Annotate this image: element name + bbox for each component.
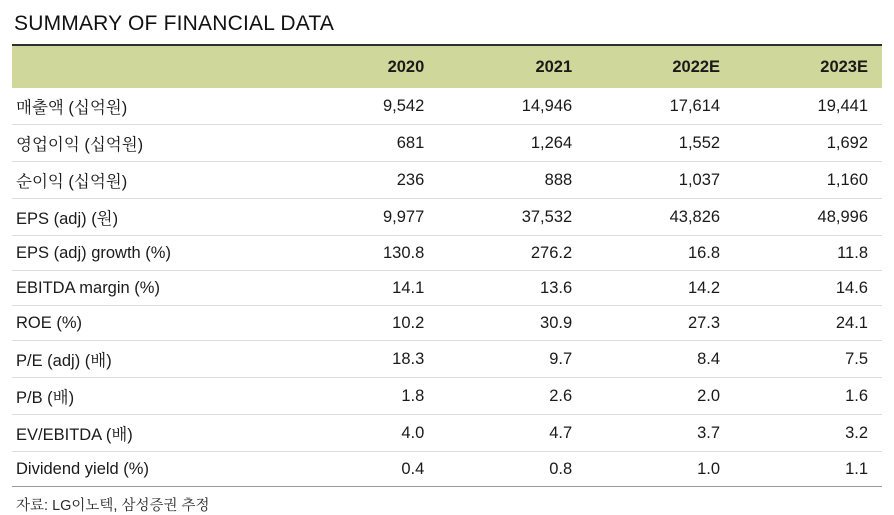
cell-value: 4.0 [290,415,438,452]
cell-value: 16.8 [586,236,734,271]
cell-value: 18.3 [290,341,438,378]
cell-value: 11.8 [734,236,882,271]
cell-value: 19,441 [734,88,882,125]
cell-value: 27.3 [586,306,734,341]
row-label: EPS (adj) (원) [12,199,290,236]
row-label: EBITDA margin (%) [12,271,290,306]
row-label: P/E (adj) (배) [12,341,290,378]
table-row [12,125,882,162]
row-label: EPS (adj) growth (%) [12,236,290,271]
table-row [12,162,882,199]
column-header-2023e: 2023E [734,46,882,88]
table-row [12,236,882,271]
table-row [12,88,882,125]
cell-value: 48,996 [734,199,882,236]
table-row [12,199,882,236]
cell-value: 1.8 [290,378,438,415]
cell-value: 4.7 [438,415,586,452]
column-header-2021: 2021 [438,46,586,88]
cell-value: 1.6 [734,378,882,415]
cell-value: 888 [438,162,586,199]
cell-value: 8.4 [586,341,734,378]
cell-value: 9.7 [438,341,586,378]
cell-value: 1,037 [586,162,734,199]
cell-value: 14.6 [734,271,882,306]
page-title: SUMMARY OF FINANCIAL DATA [14,12,335,35]
table-row [12,341,882,378]
cell-value: 1,552 [586,125,734,162]
cell-value: 9,542 [290,88,438,125]
cell-value: 24.1 [734,306,882,341]
table-row [12,378,882,415]
source-note: 자료: LG이노텍, 삼성증권 추정 [16,498,210,515]
cell-value: 9,977 [290,199,438,236]
cell-value: 1.1 [734,452,882,487]
cell-value: 3.2 [734,415,882,452]
table-header [12,46,882,88]
column-header-label [12,46,290,88]
cell-value: 1,160 [734,162,882,199]
cell-value: 30.9 [438,306,586,341]
row-label: 영업이익 (십억원) [12,125,290,162]
row-label: 순이익 (십억원) [12,162,290,199]
cell-value: 130.8 [290,236,438,271]
table-header-row [12,46,882,88]
financial-summary-table [12,46,882,487]
column-header-2020: 2020 [290,46,438,88]
cell-value: 13.6 [438,271,586,306]
cell-value: 1,692 [734,125,882,162]
cell-value: 10.2 [290,306,438,341]
cell-value: 236 [290,162,438,199]
column-header-2022e: 2022E [586,46,734,88]
cell-value: 276.2 [438,236,586,271]
cell-value: 2.6 [438,378,586,415]
cell-value: 43,826 [586,199,734,236]
cell-value: 14,946 [438,88,586,125]
cell-value: 3.7 [586,415,734,452]
row-label: Dividend yield (%) [12,452,290,487]
cell-value: 37,532 [438,199,586,236]
table-row [12,452,882,487]
row-label: 매출액 (십억원) [12,88,290,125]
cell-value: 14.2 [586,271,734,306]
cell-value: 2.0 [586,378,734,415]
cell-value: 0.4 [290,452,438,487]
cell-value: 14.1 [290,271,438,306]
cell-value: 17,614 [586,88,734,125]
table-row [12,306,882,341]
row-label: ROE (%) [12,306,290,341]
table-body [12,88,882,487]
cell-value: 7.5 [734,341,882,378]
row-label: EV/EBITDA (배) [12,415,290,452]
row-label: P/B (배) [12,378,290,415]
cell-value: 681 [290,125,438,162]
table-row [12,271,882,306]
cell-value: 1.0 [586,452,734,487]
cell-value: 0.8 [438,452,586,487]
cell-value: 1,264 [438,125,586,162]
table-row [12,415,882,452]
